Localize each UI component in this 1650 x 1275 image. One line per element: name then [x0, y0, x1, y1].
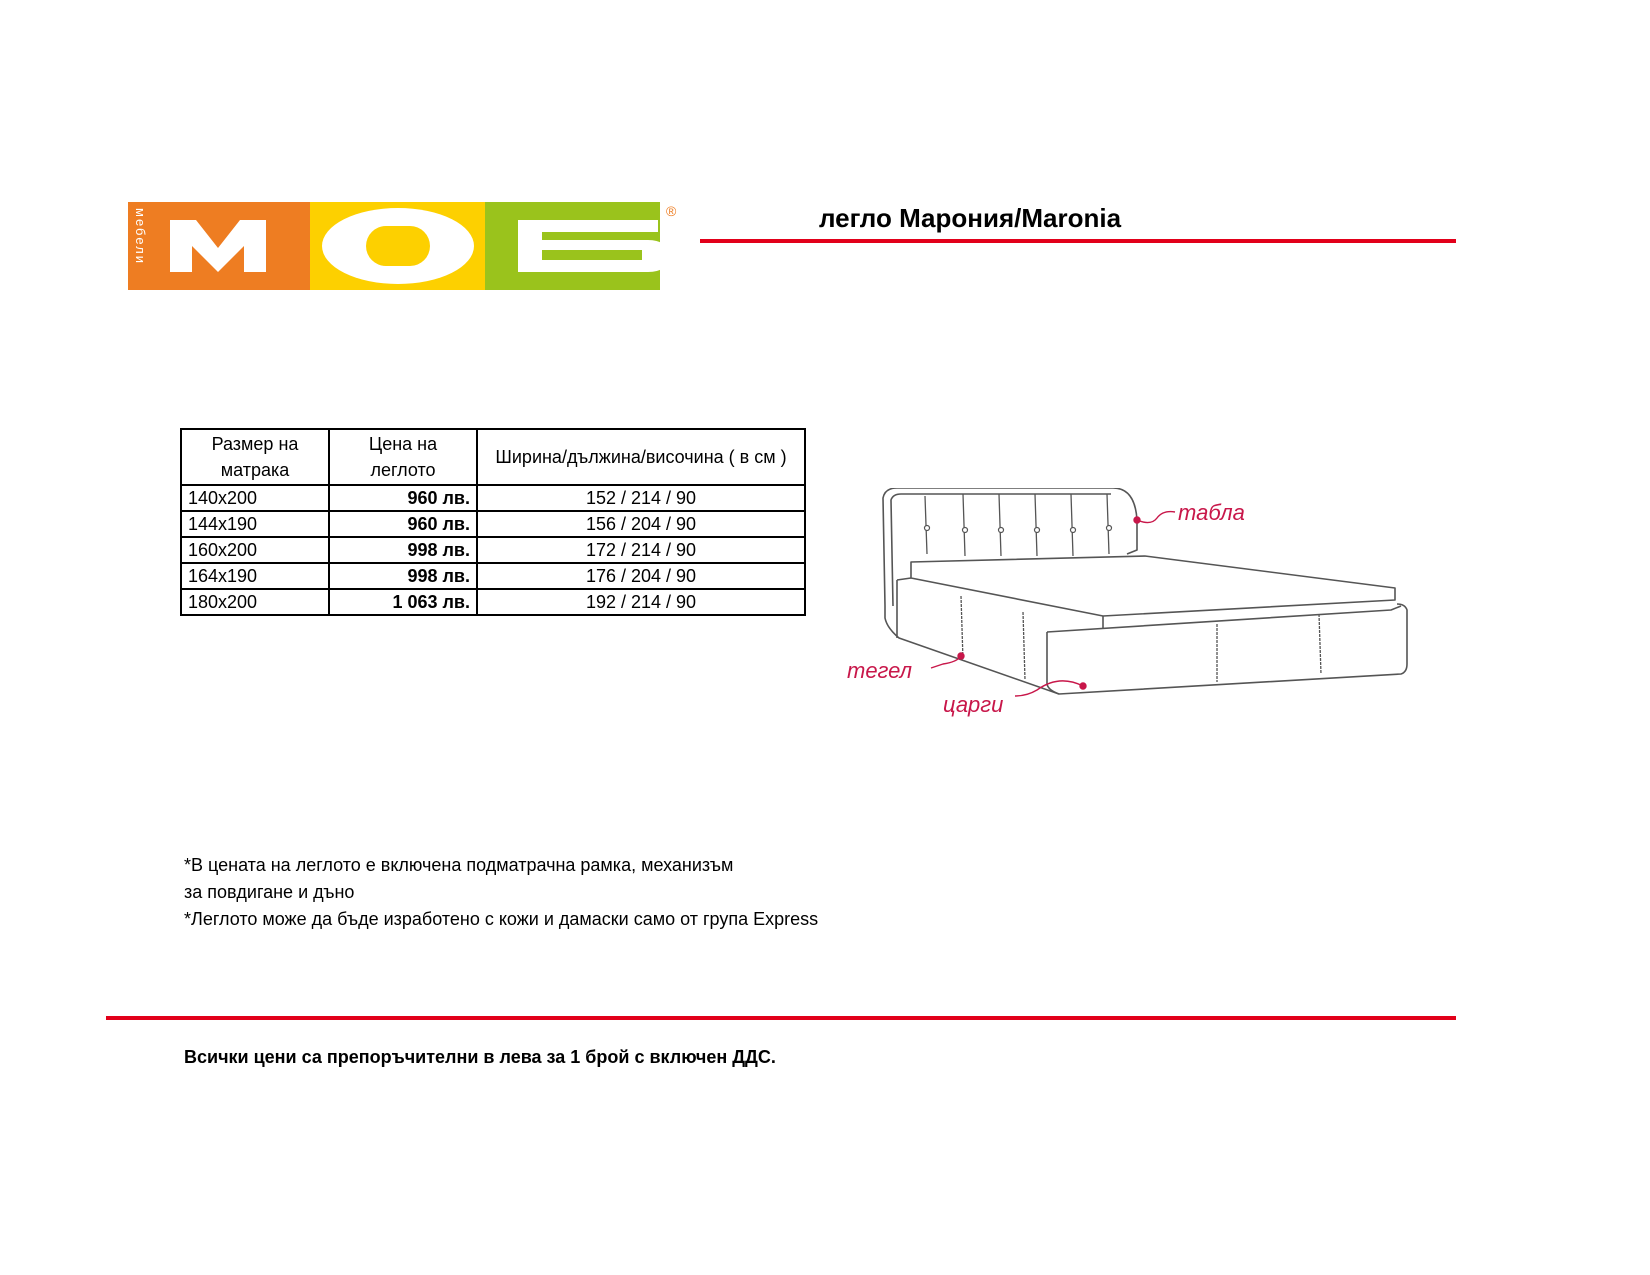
cell-price: 1 063 лв. — [329, 589, 477, 615]
cell-size: 160x200 — [181, 537, 329, 563]
header-rule — [700, 239, 1456, 243]
headboard-outline — [883, 488, 1137, 606]
col-header-size: Размер на матрака — [181, 429, 329, 485]
note-line: за повдигане и дъно — [184, 882, 355, 902]
table-row — [181, 485, 805, 511]
registered-mark: ® — [666, 203, 677, 219]
label-sides: царги — [943, 692, 1004, 717]
mob-logo — [128, 202, 680, 290]
logo-vertical-word: мебели — [133, 208, 148, 265]
table-row — [181, 563, 805, 589]
table-row — [181, 589, 805, 615]
headboard-seams — [925, 494, 1109, 556]
cell-size: 140x200 — [181, 485, 329, 511]
cell-price: 960 лв. — [329, 511, 477, 537]
notes — [184, 852, 818, 933]
cell-size: 164x190 — [181, 563, 329, 589]
cell-price: 998 лв. — [329, 537, 477, 563]
note-line: *Леглото може да бъде изработено с кожи и дамаски само от група Express — [184, 909, 819, 929]
cell-dims: 172 / 214 / 90 — [477, 537, 805, 563]
cell-size: 144x190 — [181, 511, 329, 537]
callout-headboard — [1134, 512, 1175, 523]
mattress — [911, 556, 1395, 616]
cell-size: 180x200 — [181, 589, 329, 615]
cell-dims: 192 / 214 / 90 — [477, 589, 805, 615]
side-seams — [961, 596, 1321, 682]
table-header-row — [181, 429, 805, 485]
table-row — [181, 511, 805, 537]
col-header-dims: Ширина/дължина/височина ( в см ) — [477, 429, 805, 485]
footer-rule — [106, 1016, 1456, 1020]
page-title: легло Марония/Maronia — [818, 203, 1122, 233]
cell-dims: 152 / 214 / 90 — [477, 485, 805, 511]
price-table — [180, 428, 806, 616]
table-row — [181, 537, 805, 563]
bed-diagram — [845, 488, 1445, 738]
note-line: *В цената на леглото е включена подматрачна рамка, механизъм — [184, 855, 734, 875]
cell-dims: 176 / 204 / 90 — [477, 563, 805, 589]
cell-price: 960 лв. — [329, 485, 477, 511]
col-header-price: Цена на леглото — [329, 429, 477, 485]
headboard-buttons — [925, 526, 1112, 533]
cell-price: 998 лв. — [329, 563, 477, 589]
footer-disclaimer: Всички цени са препоръчителни в лева за 1 брой с включен ДДС. — [184, 1047, 776, 1067]
label-frame: тегел — [847, 658, 913, 683]
cell-dims: 156 / 204 / 90 — [477, 511, 805, 537]
label-headboard: табла — [1178, 500, 1245, 525]
